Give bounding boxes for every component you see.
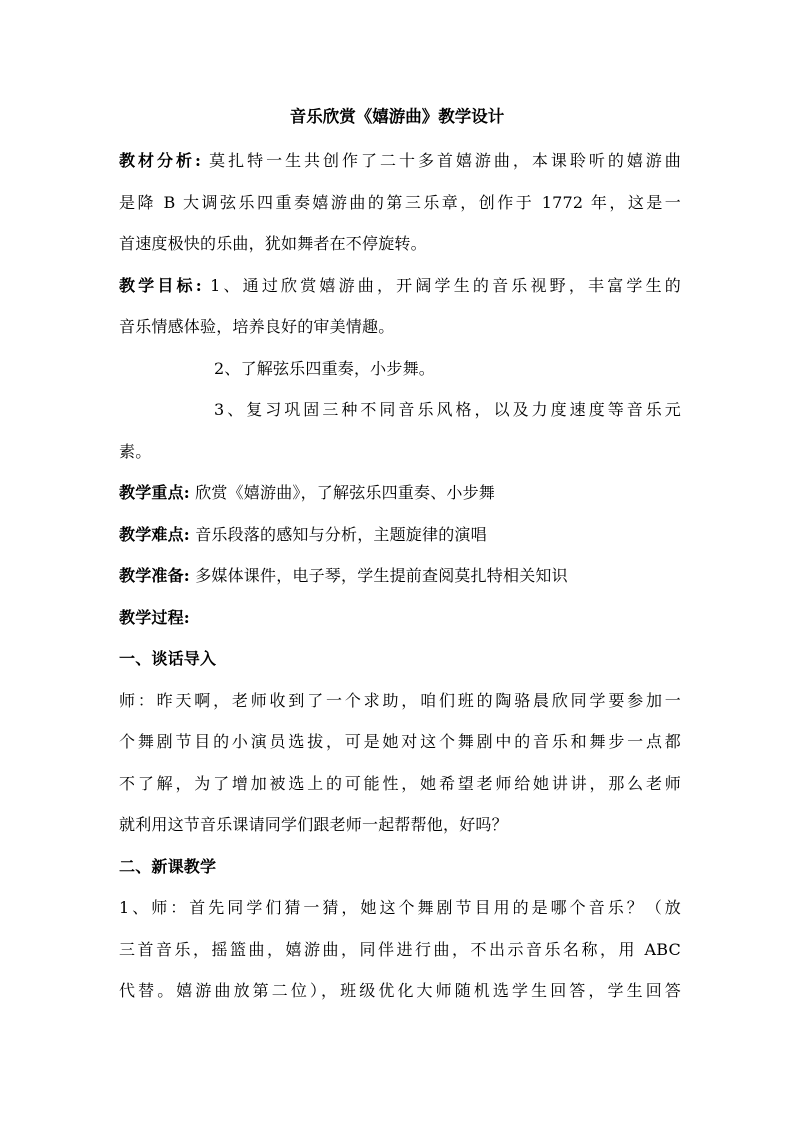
- material-analysis-line-3: 首速度极快的乐曲，犹如舞者在不停旋转。: [119, 234, 427, 253]
- goals-line-1: 教学目标: 1、通过欣赏嬉游曲，开阔学生的音乐视野，丰富学生的: [119, 275, 681, 295]
- goals-label: 教学目标:: [119, 275, 202, 295]
- section-1-line-4: 就利用这节音乐课请同学们跟老师一起帮帮他，好吗？: [119, 815, 508, 834]
- difficulties-text: 音乐段落的感知与分析，主题旋律的演唱: [189, 524, 487, 544]
- material-analysis-label: 教材分析:: [119, 151, 202, 170]
- section-1: [119, 638, 681, 846]
- preparation-label: 教学准备:: [119, 566, 190, 585]
- goals-item-3-line-1: 3、复习巩固三种不同音乐风格，以及力度速度等音乐元: [214, 400, 681, 419]
- preparation-text: 多媒体课件，电子琴，学生提前查阅莫扎特相关知识: [189, 566, 568, 585]
- goals-item-2: 2、了解弦乐四重奏，小步舞。: [214, 358, 435, 378]
- section-1-heading: 一、谈话导入: [119, 649, 217, 668]
- section-2: [119, 846, 681, 1012]
- goals-line-2: 音乐情感体验，培养良好的审美情趣。: [119, 317, 395, 336]
- section-2-line-3: 代替。嬉游曲放第二位），班级优化大师随机选学生回答，学生回答: [119, 981, 681, 1000]
- key-points: [119, 472, 681, 514]
- section-2-heading: 二、新课教学: [119, 856, 217, 876]
- section-2-line-1: 1、师：首先同学们猜一猜，她这个舞剧节目用的是哪个音乐？（放: [119, 898, 681, 917]
- key-points-label: 教学重点:: [119, 483, 190, 502]
- goals-item-3-line-2: 素。: [119, 441, 152, 461]
- key-points-text: 欣赏《嬉游曲》，了解弦乐四重奏、小步舞: [189, 483, 496, 502]
- document-body: [119, 140, 681, 1012]
- section-1-line-1: 师：昨天啊，老师收到了一个求助，咱们班的陶骆晨欣同学要参加一: [119, 690, 681, 710]
- process-heading: [119, 597, 681, 639]
- difficulties: [119, 514, 681, 556]
- material-analysis-line-1: 教材分析: 莫扎特一生共创作了二十多首嬉游曲，本课聆听的嬉游曲: [119, 151, 681, 170]
- difficulties-label: 教学难点:: [119, 524, 190, 544]
- section-1-line-3: 不了解，为了增加被选上的可能性，她希望老师给她讲讲，那么老师: [119, 773, 681, 793]
- material-analysis-line-2: 是降 B 大调弦乐四重奏嬉游曲的第三乐章，创作于 1772 年，这是一: [119, 192, 681, 212]
- section-2-line-2: 三首音乐，摇篮曲，嬉游曲，同伴进行曲，不出示音乐名称，用 ABC: [119, 939, 681, 959]
- teaching-goals: [119, 265, 681, 473]
- section-1-line-2: 个舞剧节目的小演员选拔，可是她对这个舞剧中的音乐和舞步一点都: [119, 732, 681, 751]
- material-analysis: [119, 140, 681, 265]
- process-label: 教学过程:: [119, 607, 190, 627]
- document-title: 音乐欣赏《嬉游曲》教学设计: [289, 107, 505, 126]
- preparation: [119, 555, 681, 597]
